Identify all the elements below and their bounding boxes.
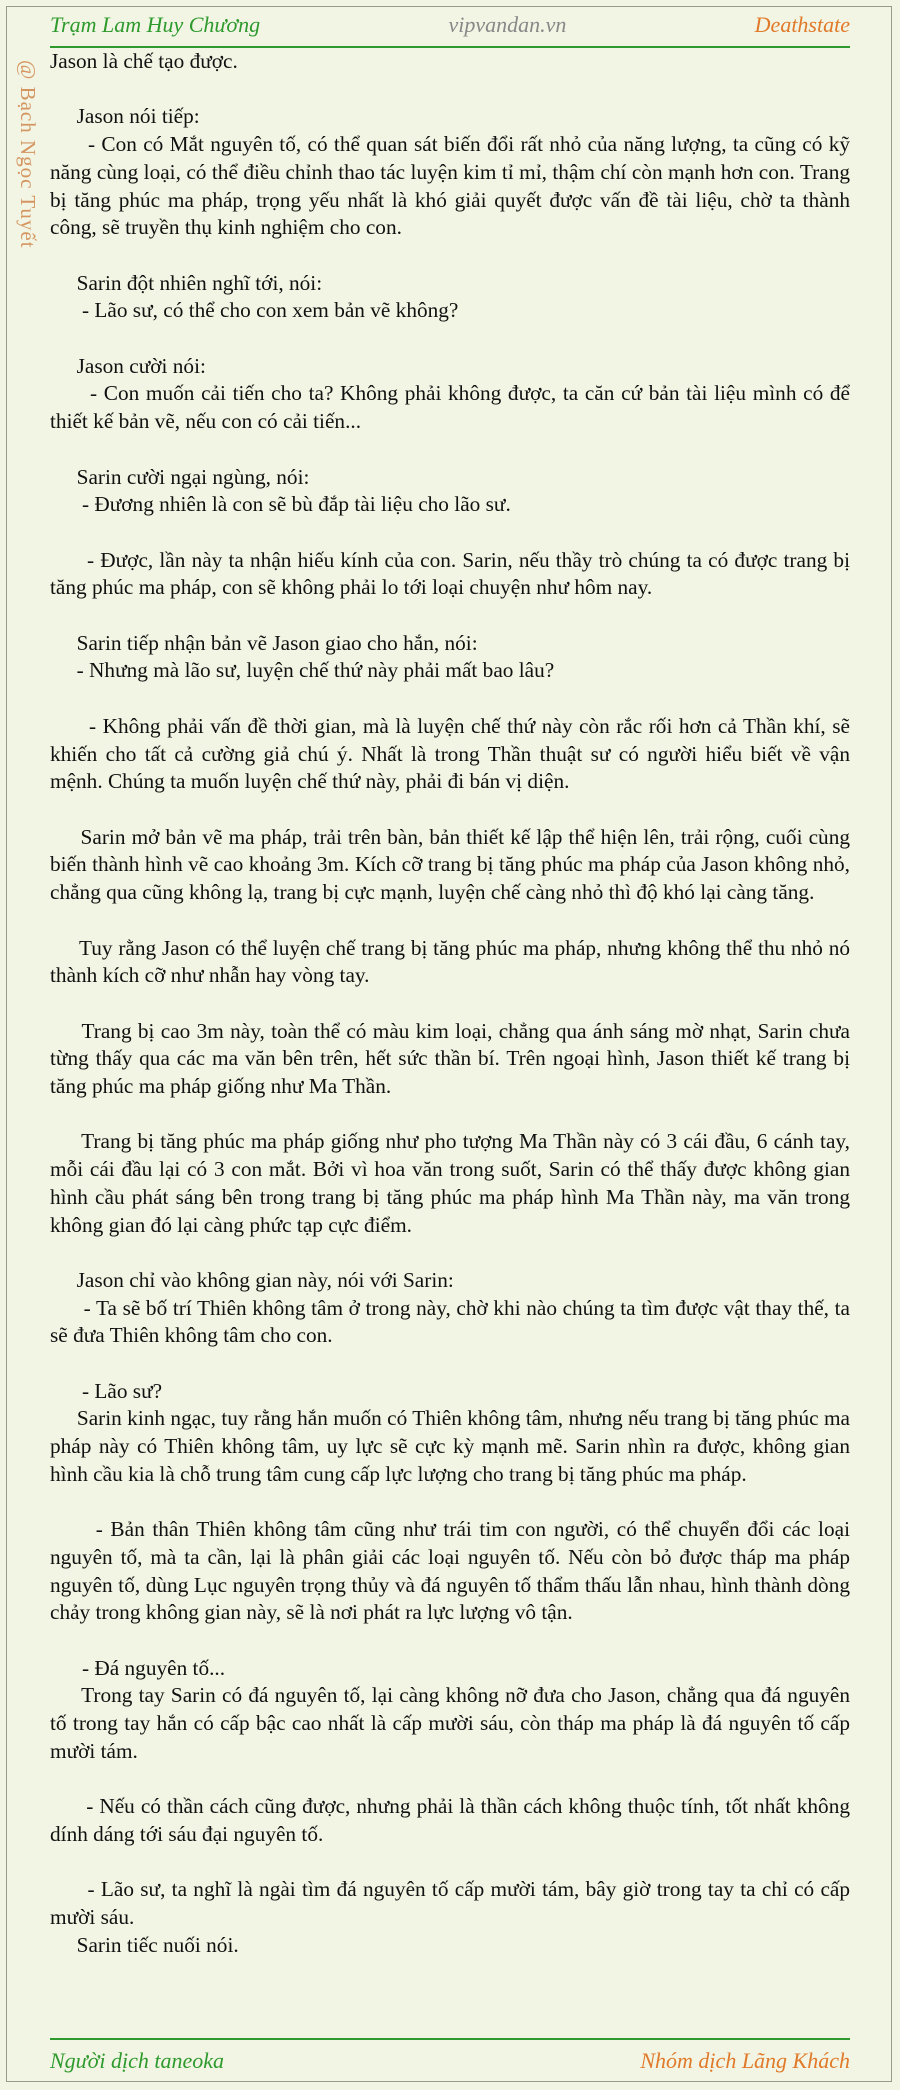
text-line: Jason chỉ vào không gian này, nói với Sarin: — [50, 1267, 454, 1292]
header-author: Deathstate — [754, 12, 850, 37]
text-line — [50, 519, 850, 547]
text-line: - Ta sẽ bố trí Thiên không tâm ở trong này, chờ khi nào chúng ta tìm được vật thay thế, ta sẽ đưa Thiên không tâm cho con. — [50, 1295, 856, 1348]
text-line: - Đá nguyên tố... — [50, 1655, 226, 1680]
story-text — [50, 48, 856, 1960]
text-line — [50, 1350, 850, 1378]
text-line: Trang bị cao 3m này, toàn thể có màu kim loại, chẳng qua ánh sáng mờ nhạt, Sarin chưa từng thấy qua các ma văn bên trên, hết sức thần bí. Trên ngoại hình, Jason thiết kế trang bị tăng phúc ma pháp giống như Ma Thần. — [50, 1018, 856, 1099]
text-line: - Nếu có thần cách cũng được, nhưng phải là thần cách không thuộc tính, tốt nhất không dính dáng tới sáu đại nguyên tố. — [50, 1794, 856, 1846]
page-footer — [50, 2043, 850, 2079]
text-line — [50, 602, 850, 630]
text-line: - Đương nhiên là con sẽ bù đắp tài liệu cho lão sư. — [50, 492, 511, 517]
text-line — [50, 1766, 850, 1794]
header-site-name: Trạm Lam Huy Chương — [50, 12, 261, 37]
text-line: Sarin mở bản vẽ ma pháp, trải trên bàn, bản thiết kế lập thể hiện lên, trải rộng, cuối cùng biến thành hình vẽ cao khoảng 3m. Kích cỡ trang bị tăng phúc ma pháp của Jason không nhỏ, chẳng qua cũng không lạ, trang bị cực mạnh, luyện chế càng nhỏ thì độ khó lại càng tăng. — [50, 824, 856, 905]
text-line — [50, 1239, 850, 1267]
header-url: vipvandan.vn — [448, 12, 567, 37]
text-line: - Con có Mắt nguyên tố, có thể quan sát biến đổi rất nhỏ của năng lượng, ta cũng có kỹ năng cùng loại, có thể điều chỉnh thao tác luyện kim tỉ mỉ, thậm chí còn mạnh hơn con. Trang bị tăng phúc ma pháp, trọng yếu nhất là khó giải quyết được vấn đề tài liệu, chờ ta thành công, sẽ truyền thụ kinh nghiệm cho con. — [50, 132, 856, 240]
text-line: Sarin tiếc nuối nói. — [50, 1932, 239, 1957]
footer-translator: Người dịch taneoka — [50, 2048, 225, 2073]
text-line: Jason cười nói: — [50, 353, 206, 378]
text-line: - Con muốn cải tiến cho ta? Không phải không được, ta căn cứ bản tài liệu mình có để thiết kế bản vẽ, nếu con có cải tiến... — [50, 381, 856, 434]
footer-rule — [50, 2038, 850, 2040]
text-line — [50, 685, 850, 713]
text-line — [50, 1627, 850, 1655]
text-line — [50, 1489, 850, 1517]
text-line: Trong tay Sarin có đá nguyên tố, lại càng không nỡ đưa cho Jason, chẳng qua đá nguyên tố trong tay hắn có cấp bậc cao nhất là cấp mười sáu, còn tháp ma pháp là đá nguyên tố cấp mười tám. — [50, 1683, 856, 1763]
text-line: Trang bị tăng phúc ma pháp giống như pho tượng Ma Thần này có 3 cái đầu, 6 cánh tay, mỗi cái đầu lại có 3 con mắt. Bởi vì hoa văn trong suốt, Sarin có thể thấy được không gian hình cầu phát sáng bên trong trang bị tăng phúc ma pháp hình Ma Thần này, ma văn trong không gian đó lại càng phức tạp cực điểm. — [50, 1129, 856, 1237]
text-line: - Lão sư? — [50, 1378, 163, 1403]
text-line — [50, 1101, 850, 1129]
text-line — [50, 990, 850, 1018]
text-line: - Lão sư, ta nghĩ là ngài tìm đá nguyên tố cấp mười tám, bây giờ trong tay ta chỉ có cấp mười sáu. — [50, 1877, 856, 1930]
page-header — [50, 8, 850, 42]
text-line: - Không phải vấn đề thời gian, mà là luyện chế thứ này còn rắc rối hơn cả Thần khí, sẽ khiến cho tất cả cường giả chú ý. Nhất là trong Thần thuật sư có người hiểu biết về vận mệnh. Chúng ta muốn luyện chế thứ này, phải đi bán vị diện. — [50, 713, 856, 794]
text-line: - Được, lần này ta nhận hiếu kính của con. Sarin, nếu thầy trò chúng ta có được trang bị tăng phúc ma pháp, con sẽ không phải lo tới loại chuyện như hôm nay. — [50, 547, 856, 600]
text-line: Sarin tiếp nhận bản vẽ Jason giao cho hắn, nói: — [50, 630, 478, 655]
text-line: - Bản thân Thiên không tâm cũng như trái tim con người, có thể chuyển đổi các loại nguyên tố, mà ta cần, lại là phân giải các loại nguyên tố. Nếu còn bỏ được tháp ma pháp nguyên tố, dùng Lục nguyên trọng thủy và đá nguyên tố thẩm thấu lẫn nhau, hình thành dòng chảy trong không gian này, sẽ là nơi phát ra lực lượng vô tận. — [50, 1517, 856, 1625]
text-line — [50, 1849, 850, 1877]
text-line — [50, 325, 850, 353]
text-line — [50, 242, 850, 270]
text-line: - Lão sư, có thể cho con xem bản vẽ không? — [50, 298, 459, 323]
text-line: Jason nói tiếp: — [50, 104, 200, 129]
text-line: Jason là chế tạo được. — [50, 49, 238, 73]
text-line — [50, 436, 850, 464]
text-line: Sarin đột nhiên nghĩ tới, nói: — [50, 270, 323, 295]
side-watermark: @ Bạch Ngọc Tuyết — [16, 60, 40, 249]
text-line: Sarin cười ngại ngùng, nói: — [50, 464, 310, 489]
text-line: - Nhưng mà lão sư, luyện chế thứ này phải mất bao lâu? — [50, 658, 555, 683]
footer-group: Nhóm dịch Lãng Khách — [640, 2048, 850, 2073]
text-line — [50, 76, 850, 104]
text-line: Tuy rằng Jason có thể luyện chế trang bị tăng phúc ma pháp, nhưng không thể thu nhỏ nó thành kích cỡ như nhẫn hay vòng tay. — [50, 935, 856, 988]
text-line — [50, 796, 850, 824]
text-line: Sarin kinh ngạc, tuy rằng hắn muốn có Thiên không tâm, nhưng nếu trang bị tăng phúc ma pháp này có Thiên không tâm, uy lực sẽ cực kỳ mạnh mẽ. Sarin nhìn ra được, không gian hình cầu kia là chỗ trung tâm cung cấp lực lượng cho trang bị tăng phúc ma pháp. — [50, 1406, 856, 1486]
text-line — [50, 907, 850, 935]
